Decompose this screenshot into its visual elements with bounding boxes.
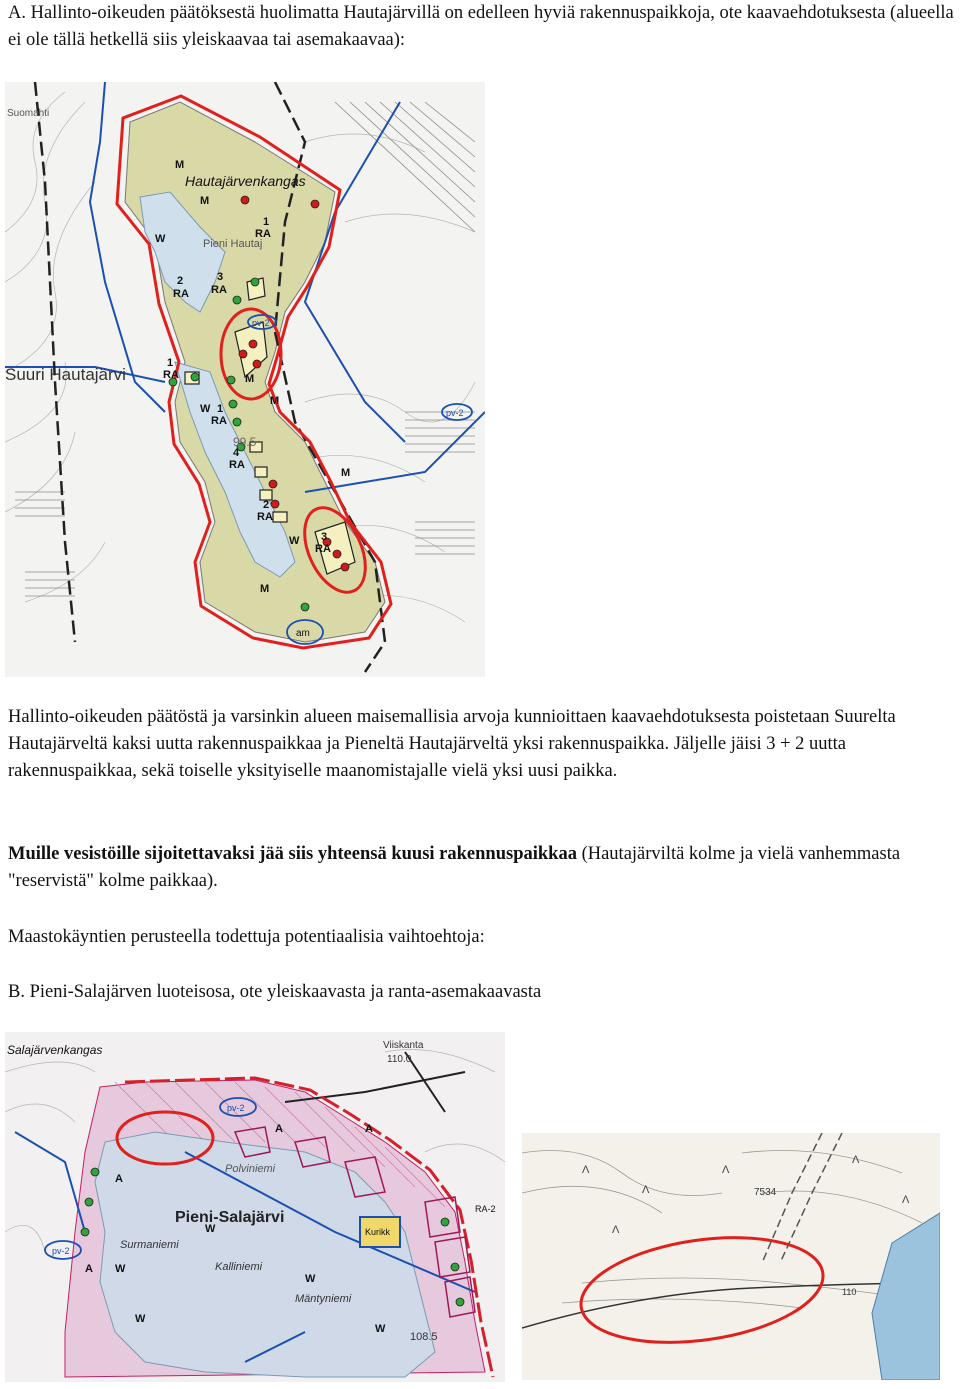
- svg-text:RA: RA: [255, 228, 271, 240]
- svg-text:4: 4: [233, 447, 240, 459]
- map-hautajarvi: [5, 82, 485, 677]
- svg-text:Λ: Λ: [612, 1224, 620, 1236]
- svg-text:M: M: [270, 395, 280, 407]
- terrain-symbols: [582, 1154, 910, 1236]
- label-am: am: [296, 628, 310, 639]
- svg-text:A: A: [365, 1123, 373, 1135]
- paragraph-2: [8, 841, 956, 895]
- label-kurikka: Kurikk: [365, 1227, 391, 1237]
- svg-text:W: W: [155, 233, 166, 245]
- label-pieni-hautajarvi: Pieni Hautaj: [203, 238, 263, 250]
- svg-text:3: 3: [217, 271, 224, 283]
- svg-text:2: 2: [263, 499, 270, 511]
- svg-text:M: M: [200, 195, 210, 207]
- svg-text:M: M: [245, 373, 255, 385]
- svg-text:W: W: [205, 1223, 216, 1235]
- svg-text:1: 1: [167, 357, 174, 369]
- svg-text:RA: RA: [211, 415, 227, 427]
- label-kalliniemi: Kalliniemi: [215, 1261, 263, 1273]
- svg-text:Λ: Λ: [722, 1164, 730, 1176]
- svg-text:RA: RA: [257, 511, 273, 523]
- label-suomahti: Suomahti: [7, 108, 50, 119]
- svg-text:A: A: [85, 1263, 93, 1275]
- paragraph-1: Hallinto-oikeuden päätöstä ja varsinkin alueen maisemallisia arvoja kunnioittaen kaavaehdotuksesta poistetaan Suurelta Hautajärveltä kaksi uutta rakennuspaikkaa ja Pieneltä Hautajärveltä yksi rakennuspaikka. Jäljelle jäisi 3 + 2 uutta rakennuspaikkaa, sekä toiselle yksityiselle maanomistajalle vielä yksi uusi paikka.: [8, 707, 896, 781]
- label-suuri-hautajarvi: Suuri Hautajärvi: [5, 365, 126, 384]
- label-ra2: RA-2: [475, 1204, 496, 1214]
- svg-text:Λ: Λ: [902, 1194, 910, 1206]
- svg-text:RA: RA: [211, 284, 227, 296]
- section-a-heading: A. Hallinto-oikeuden päätöksestä huolimatta Hautajärvillä on edelleen hyviä rakennuspaikkoja, ote kaavaehdotuksesta (alueella ei ole tällä hetkellä siis yleiskaavaa tai asemakaavaa):: [8, 3, 954, 50]
- paragraph-3: Maastokäyntien perusteella todettuja potentiaalisia vaihtoehtoja:: [8, 927, 485, 947]
- svg-text:Λ: Λ: [852, 1154, 860, 1166]
- svg-text:M: M: [260, 583, 270, 595]
- svg-text:RA: RA: [229, 459, 245, 471]
- svg-text:M: M: [341, 467, 351, 479]
- svg-text:RA: RA: [315, 543, 331, 555]
- map-shore-plan-drawing: [522, 1133, 940, 1380]
- label-pv2-a: pv-2: [227, 1103, 245, 1113]
- label-hautajarvenkangas: Hautajärvenkangas: [185, 173, 306, 189]
- svg-text:W: W: [375, 1323, 386, 1335]
- paragraph-2-bold: Muille vesistöille sijoitettavaksi jää siis yhteensä kuusi rakennuspaikkaa: [8, 844, 577, 864]
- svg-text:W: W: [289, 535, 300, 547]
- label-mantyniemi: Mäntyniemi: [295, 1293, 352, 1305]
- svg-text:A: A: [275, 1123, 283, 1135]
- svg-text:A: A: [115, 1173, 123, 1185]
- svg-text:1: 1: [217, 403, 224, 415]
- label-surmaniemi: Surmaniemi: [120, 1239, 179, 1251]
- svg-text:3: 3: [321, 531, 328, 543]
- svg-text:W: W: [305, 1273, 316, 1285]
- label-elevation-1: 110.0: [387, 1054, 412, 1065]
- label-pieni-salajarvi: Pieni-Salajärvi: [175, 1209, 285, 1226]
- svg-text:1: 1: [263, 216, 270, 228]
- highlight-ellipse: [574, 1224, 830, 1357]
- label-pv2-b: pv-2: [446, 408, 464, 418]
- map-pieni-salajarvi: [5, 1032, 505, 1382]
- svg-text:W: W: [200, 403, 211, 415]
- label-elevation: 99.5: [233, 435, 257, 449]
- label-elevation: 110: [842, 1287, 857, 1297]
- svg-text:Λ: Λ: [582, 1164, 590, 1176]
- svg-text:RA: RA: [173, 288, 189, 300]
- map-pieni-salajarvi-drawing: [5, 1032, 505, 1382]
- section-b-heading: B. Pieni-Salajärven luoteisosa, ote yleiskaavasta ja ranta-asemakaavasta: [8, 982, 542, 1002]
- svg-text:W: W: [135, 1313, 146, 1325]
- map-hautajarvi-drawing: [5, 82, 485, 677]
- svg-text:M: M: [175, 159, 185, 171]
- label-salajarvenkangas: Salajärvenkangas: [7, 1043, 103, 1057]
- svg-text:RA: RA: [163, 369, 179, 381]
- paragraph-2-rest: (Hautajärviltä kolme ja vielä vanhemmasta "reservistä" kolme paikkaa).: [8, 844, 901, 891]
- road: [762, 1133, 842, 1263]
- map-shore-plan: [522, 1133, 940, 1380]
- svg-text:W: W: [115, 1263, 126, 1275]
- label-pv2-b: pv-2: [52, 1246, 70, 1256]
- svg-text:Λ: Λ: [642, 1184, 650, 1196]
- label-viiskanta: Viiskanta: [383, 1040, 424, 1051]
- label-number: 7534: [754, 1187, 777, 1198]
- svg-text:2: 2: [177, 275, 184, 287]
- water-area: [872, 1213, 940, 1380]
- label-elevation-2: 108.5: [410, 1331, 438, 1343]
- label-polviniemi: Polviniemi: [225, 1163, 276, 1175]
- label-pv2-a: pv-2: [252, 318, 270, 328]
